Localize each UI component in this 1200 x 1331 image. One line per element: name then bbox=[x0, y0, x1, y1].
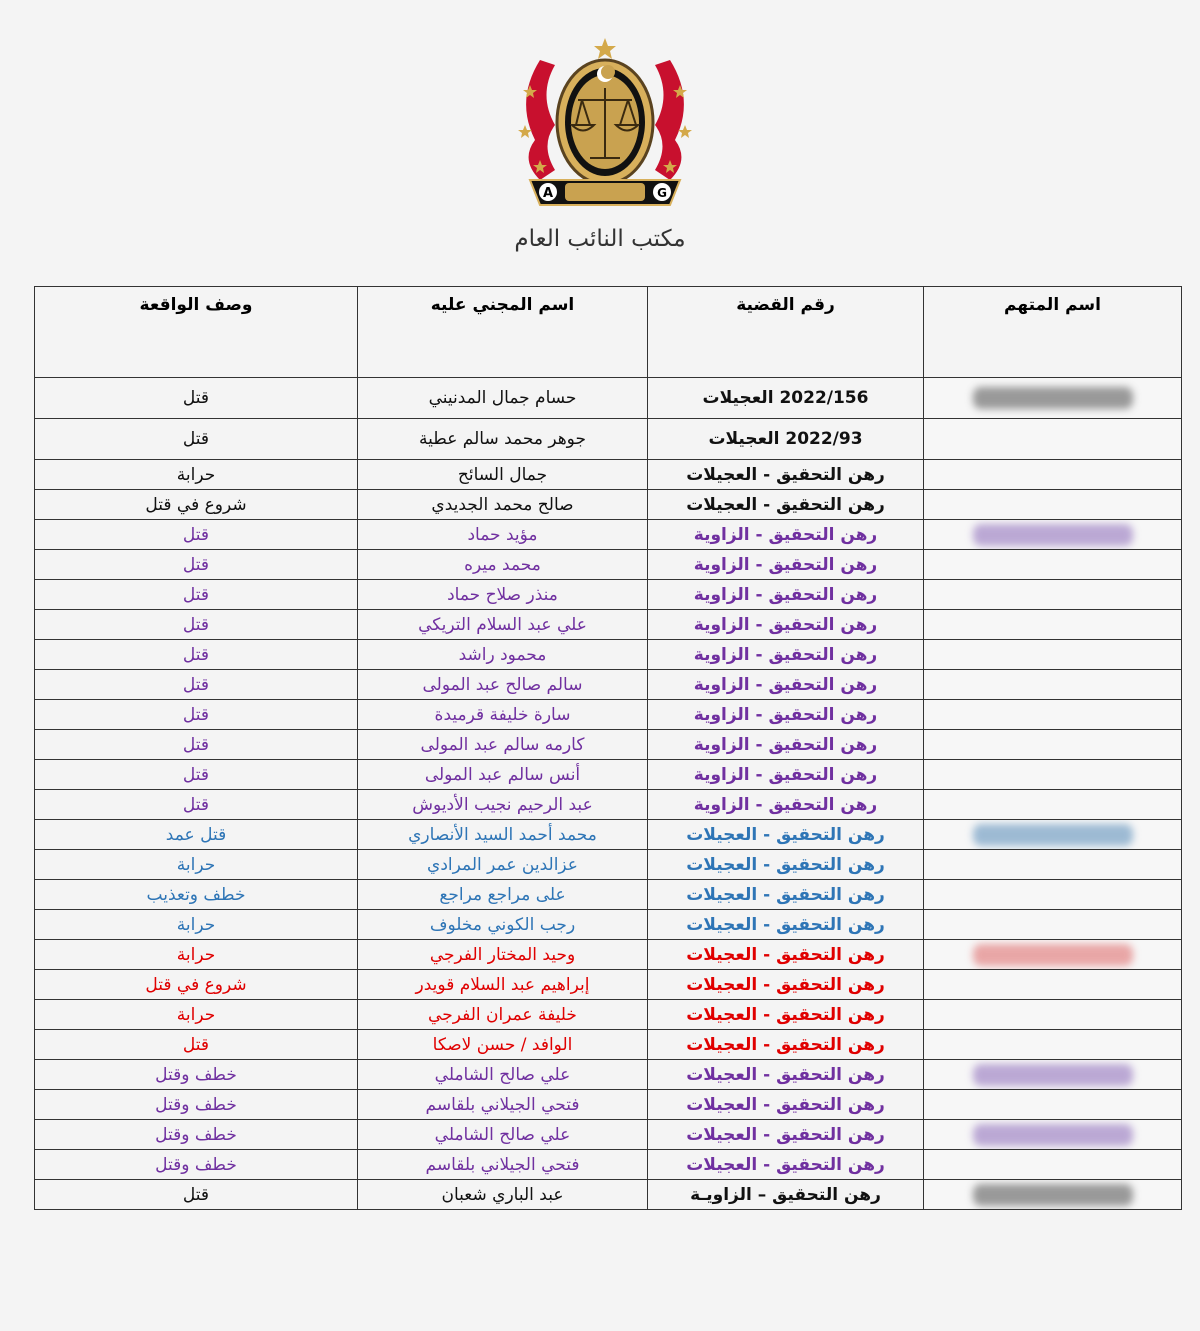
redaction-blur bbox=[973, 1064, 1133, 1086]
victim-name-cell: أنس سالم عبد المولى bbox=[358, 760, 648, 790]
table-row bbox=[35, 550, 1182, 580]
victim-name-cell: على مراجع مراجع bbox=[358, 880, 648, 910]
case-number-cell: رهن التحقيق - العجيلات bbox=[648, 1120, 924, 1150]
accused-cell-redacted bbox=[924, 1000, 1182, 1030]
victim-name-cell: سارة خليفة قرميدة bbox=[358, 700, 648, 730]
accused-cell-redacted bbox=[924, 790, 1182, 820]
description-cell: قتل bbox=[35, 610, 358, 640]
table-row bbox=[35, 1120, 1182, 1150]
accused-cell-redacted bbox=[924, 610, 1182, 640]
table-row bbox=[35, 460, 1182, 490]
accused-cell-redacted bbox=[924, 640, 1182, 670]
victim-name-cell: رجب الكوني مخلوف bbox=[358, 910, 648, 940]
victim-name-cell: محمد ميره bbox=[358, 550, 648, 580]
case-number-cell: رهن التحقيق - الزاوية bbox=[648, 520, 924, 550]
case-number-cell: رهن التحقيق - العجيلات bbox=[648, 970, 924, 1000]
case-number-cell: رهن التحقيق - العجيلات bbox=[648, 490, 924, 520]
victim-name-cell: الوافد / حسن لاصكا bbox=[358, 1030, 648, 1060]
redaction-blur bbox=[973, 644, 1133, 666]
table-row bbox=[35, 940, 1182, 970]
description-cell: خطف وقتل bbox=[35, 1120, 358, 1150]
accused-cell-redacted bbox=[924, 880, 1182, 910]
victim-name-cell: علي صالح الشاملي bbox=[358, 1120, 648, 1150]
case-number-cell: رهن التحقيق - العجيلات bbox=[648, 460, 924, 490]
description-cell: حرابة bbox=[35, 850, 358, 880]
accused-cell-redacted bbox=[924, 580, 1182, 610]
table-header-row bbox=[35, 287, 1182, 378]
accused-cell-redacted bbox=[924, 460, 1182, 490]
redaction-blur bbox=[973, 554, 1133, 576]
victim-name-cell: صالح محمد الجديدي bbox=[358, 490, 648, 520]
description-cell: شروع في قتل bbox=[35, 970, 358, 1000]
accused-cell-redacted bbox=[924, 490, 1182, 520]
svg-text:G: G bbox=[657, 186, 667, 200]
redaction-blur bbox=[973, 1154, 1133, 1176]
cases-table bbox=[34, 286, 1182, 1210]
case-number-cell: رهن التحقيق - الزاوية bbox=[648, 550, 924, 580]
description-cell: قتل bbox=[35, 1030, 358, 1060]
case-number-cell: رهن التحقيق - العجيلات bbox=[648, 1090, 924, 1120]
accused-cell-redacted bbox=[924, 550, 1182, 580]
redaction-blur bbox=[973, 1094, 1133, 1116]
redaction-blur bbox=[973, 524, 1133, 546]
case-number-cell: رهن التحقيق - الزاوية bbox=[648, 640, 924, 670]
case-number-cell: رهن التحقيق - العجيلات bbox=[648, 880, 924, 910]
redaction-blur bbox=[973, 914, 1133, 936]
description-cell: خطف وقتل bbox=[35, 1090, 358, 1120]
table-row bbox=[35, 700, 1182, 730]
description-cell: قتل bbox=[35, 640, 358, 670]
accused-cell-redacted bbox=[924, 1030, 1182, 1060]
description-cell: قتل عمد bbox=[35, 820, 358, 850]
case-number-cell: رهن التحقيق - الزاوية bbox=[648, 730, 924, 760]
description-cell: قتل bbox=[35, 378, 358, 419]
redaction-blur bbox=[973, 974, 1133, 996]
victim-name-cell: جمال السائح bbox=[358, 460, 648, 490]
table-row bbox=[35, 520, 1182, 550]
victim-name-cell: خليفة عمران الفرجي bbox=[358, 1000, 648, 1030]
accused-cell-redacted bbox=[924, 419, 1182, 460]
case-number-cell: رهن التحقيق - العجيلات bbox=[648, 1030, 924, 1060]
case-number-cell: رهن التحقيق - الزاوية bbox=[648, 700, 924, 730]
description-cell: قتل bbox=[35, 550, 358, 580]
victim-name-cell: جوهر محمد سالم عطية bbox=[358, 419, 648, 460]
accused-cell-redacted bbox=[924, 1120, 1182, 1150]
table-row bbox=[35, 580, 1182, 610]
accused-cell-redacted bbox=[924, 1090, 1182, 1120]
redaction-blur bbox=[973, 794, 1133, 816]
column-header-description: وصف الواقعة bbox=[35, 287, 358, 378]
table-row bbox=[35, 820, 1182, 850]
table-row bbox=[35, 1060, 1182, 1090]
case-number-cell: رهن التحقيق - العجيلات bbox=[648, 820, 924, 850]
table-row bbox=[35, 880, 1182, 910]
table-row bbox=[35, 730, 1182, 760]
case-number-cell: رهن التحقيق - العجيلات bbox=[648, 850, 924, 880]
case-number-cell: رهن التحقيق – الزاويـة bbox=[648, 1180, 924, 1210]
table-row bbox=[35, 670, 1182, 700]
description-cell: قتل bbox=[35, 419, 358, 460]
table-row bbox=[35, 490, 1182, 520]
column-header-victim: اسم المجني عليه bbox=[358, 287, 648, 378]
accused-cell-redacted bbox=[924, 940, 1182, 970]
case-number-cell: 2022/93 العجيلات bbox=[648, 419, 924, 460]
accused-cell-redacted bbox=[924, 670, 1182, 700]
victim-name-cell: محمود راشد bbox=[358, 640, 648, 670]
accused-cell-redacted bbox=[924, 700, 1182, 730]
victim-name-cell: عبد الرحيم نجيب الأديوش bbox=[358, 790, 648, 820]
description-cell: حرابة bbox=[35, 1000, 358, 1030]
redaction-blur bbox=[973, 674, 1133, 696]
office-title: مكتب النائب العام bbox=[514, 226, 686, 252]
accused-cell-redacted bbox=[924, 970, 1182, 1000]
case-number-cell: رهن التحقيق - العجيلات bbox=[648, 910, 924, 940]
redaction-blur bbox=[973, 387, 1133, 409]
accused-cell-redacted bbox=[924, 850, 1182, 880]
table-row bbox=[35, 1090, 1182, 1120]
accused-cell-redacted bbox=[924, 1150, 1182, 1180]
victim-name-cell: علي صالح الشاملي bbox=[358, 1060, 648, 1090]
description-cell: قتل bbox=[35, 580, 358, 610]
redaction-blur bbox=[973, 464, 1133, 486]
description-cell: خطف وقتل bbox=[35, 1150, 358, 1180]
table-row bbox=[35, 1150, 1182, 1180]
redaction-blur bbox=[973, 824, 1133, 846]
redaction-blur bbox=[973, 884, 1133, 906]
redaction-blur bbox=[973, 1184, 1133, 1206]
redaction-blur bbox=[973, 584, 1133, 606]
redaction-blur bbox=[973, 1004, 1133, 1026]
victim-name-cell: مؤيد حماد bbox=[358, 520, 648, 550]
redaction-blur bbox=[973, 614, 1133, 636]
table-row bbox=[35, 1000, 1182, 1030]
victim-name-cell: محمد أحمد السيد الأنصاري bbox=[358, 820, 648, 850]
case-number-cell: رهن التحقيق - الزاوية bbox=[648, 610, 924, 640]
redaction-blur bbox=[973, 494, 1133, 516]
victim-name-cell: وحيد المختار الفرجي bbox=[358, 940, 648, 970]
case-number-cell: رهن التحقيق - العجيلات bbox=[648, 1000, 924, 1030]
redaction-blur bbox=[973, 764, 1133, 786]
accused-cell-redacted bbox=[924, 730, 1182, 760]
accused-cell-redacted bbox=[924, 910, 1182, 940]
case-number-cell: رهن التحقيق - العجيلات bbox=[648, 1150, 924, 1180]
case-number-cell: 2022/156 العجيلات bbox=[648, 378, 924, 419]
description-cell: حرابة bbox=[35, 460, 358, 490]
table-row bbox=[35, 610, 1182, 640]
redaction-blur bbox=[973, 1124, 1133, 1146]
accused-cell-redacted bbox=[924, 1060, 1182, 1090]
case-number-cell: رهن التحقيق - العجيلات bbox=[648, 940, 924, 970]
redaction-blur bbox=[973, 944, 1133, 966]
description-cell: قتل bbox=[35, 730, 358, 760]
table-row bbox=[35, 760, 1182, 790]
victim-name-cell: سالم صالح عبد المولى bbox=[358, 670, 648, 700]
table-row bbox=[35, 850, 1182, 880]
redaction-blur bbox=[973, 1034, 1133, 1056]
victim-name-cell: علي عبد السلام التريكي bbox=[358, 610, 648, 640]
description-cell: قتل bbox=[35, 520, 358, 550]
victim-name-cell: فتحي الجيلاني بلقاسم bbox=[358, 1150, 648, 1180]
table-row bbox=[35, 1030, 1182, 1060]
description-cell: قتل bbox=[35, 670, 358, 700]
victim-name-cell: كارمه سالم عبد المولى bbox=[358, 730, 648, 760]
case-number-cell: رهن التحقيق - الزاوية bbox=[648, 670, 924, 700]
description-cell: قتل bbox=[35, 1180, 358, 1210]
table-row bbox=[35, 640, 1182, 670]
table-row bbox=[35, 970, 1182, 1000]
column-header-case-number: رقم القضية bbox=[648, 287, 924, 378]
case-number-cell: رهن التحقيق - العجيلات bbox=[648, 1060, 924, 1090]
table-row bbox=[35, 910, 1182, 940]
description-cell: قتل bbox=[35, 760, 358, 790]
redaction-blur bbox=[973, 428, 1133, 450]
victim-name-cell: عزالدين عمر المرادي bbox=[358, 850, 648, 880]
table-row bbox=[35, 419, 1182, 460]
redaction-blur bbox=[973, 704, 1133, 726]
emblem-logo bbox=[510, 30, 700, 220]
accused-cell-redacted bbox=[924, 1180, 1182, 1210]
svg-text:A: A bbox=[542, 186, 554, 201]
description-cell: حرابة bbox=[35, 940, 358, 970]
description-cell: حرابة bbox=[35, 910, 358, 940]
redaction-blur bbox=[973, 734, 1133, 756]
victim-name-cell: منذر صلاح حماد bbox=[358, 580, 648, 610]
description-cell: خطف وتعذيب bbox=[35, 880, 358, 910]
description-cell: قتل bbox=[35, 700, 358, 730]
victim-name-cell: حسام جمال المدنيني bbox=[358, 378, 648, 419]
accused-cell-redacted bbox=[924, 520, 1182, 550]
column-header-accused: اسم المتهم bbox=[924, 287, 1182, 378]
accused-cell-redacted bbox=[924, 378, 1182, 419]
description-cell: قتل bbox=[35, 790, 358, 820]
case-number-cell: رهن التحقيق - الزاوية bbox=[648, 760, 924, 790]
case-number-cell: رهن التحقيق - الزاوية bbox=[648, 790, 924, 820]
case-number-cell: رهن التحقيق - الزاوية bbox=[648, 580, 924, 610]
table-row bbox=[35, 378, 1182, 419]
description-cell: شروع في قتل bbox=[35, 490, 358, 520]
victim-name-cell: عبد الباري شعبان bbox=[358, 1180, 648, 1210]
redaction-blur bbox=[973, 854, 1133, 876]
victim-name-cell: فتحي الجيلاني بلقاسم bbox=[358, 1090, 648, 1120]
table-row bbox=[35, 790, 1182, 820]
victim-name-cell: إبراهيم عبد السلام قويدر bbox=[358, 970, 648, 1000]
accused-cell-redacted bbox=[924, 760, 1182, 790]
accused-cell-redacted bbox=[924, 820, 1182, 850]
description-cell: خطف وقتل bbox=[35, 1060, 358, 1090]
table-row bbox=[35, 1180, 1182, 1210]
